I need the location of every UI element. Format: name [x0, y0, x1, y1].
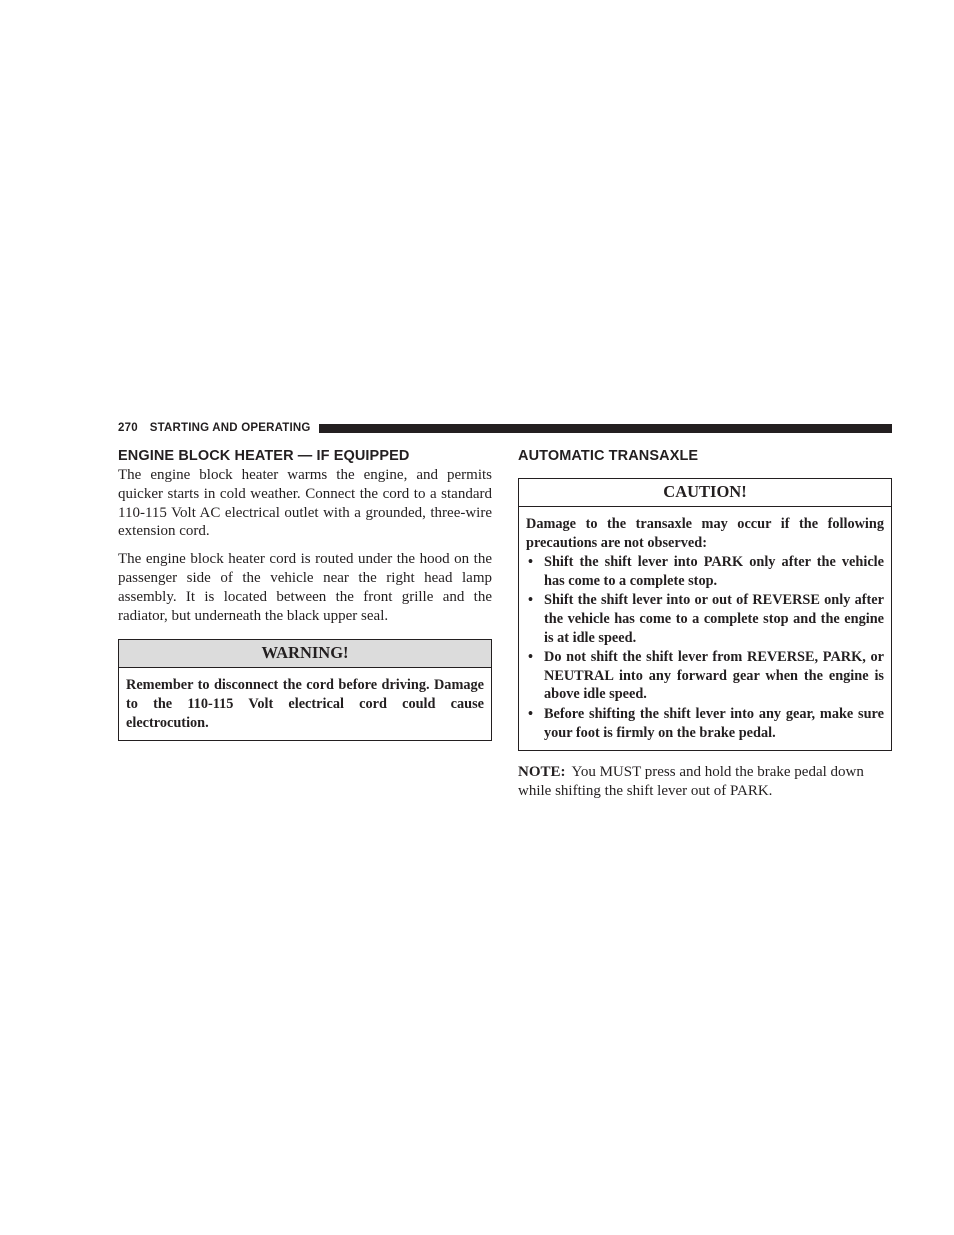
right-column	[518, 448, 892, 801]
warning-text: Remember to disconnect the cord before driving. Damage to the 110-115 Volt electrical cord could cause electrocution.	[126, 677, 484, 731]
bullet-icon: •	[528, 705, 534, 722]
warning-box	[118, 639, 492, 741]
note-label: NOTE:	[518, 764, 566, 781]
section-title: STARTING AND OPERATING	[149, 422, 311, 434]
list-item: • Before shifting the shift lever into any gear, make sure your foot is firmly on the brake pedal.	[528, 705, 884, 741]
bullet-icon: •	[528, 649, 534, 666]
left-column	[118, 448, 492, 741]
caution-list	[526, 553, 884, 742]
caution-box	[518, 478, 892, 751]
page-number: 270	[118, 422, 138, 434]
caution-title: CAUTION!	[519, 479, 891, 507]
engine-block-heater-heading: ENGINE BLOCK HEATER — IF EQUIPPED	[118, 448, 410, 464]
list-item: • Do not shift the shift lever from REVERSE, PARK, or NEUTRAL into any forward gear when the engine is above idle speed.	[528, 649, 884, 703]
automatic-transaxle-heading: AUTOMATIC TRANSAXLE	[518, 448, 699, 464]
note	[518, 763, 892, 801]
list-item: • Shift the shift lever into PARK only after the vehicle has come to a complete stop.	[528, 554, 884, 589]
bullet-icon: •	[528, 554, 534, 571]
bullet-icon: •	[528, 592, 534, 609]
caution-intro: Damage to the transaxle may occur if the following precautions are not observed:	[526, 516, 884, 551]
paragraph: The engine block heater warms the engine, and permits quicker starts in cold weather. Connect the cord to a standard 110-115 Volt AC electrical outlet with a grounded, three-wire extension cord.	[118, 467, 492, 540]
header-rule	[319, 424, 892, 433]
note-text: You MUST press and hold the brake pedal down while shifting the shift lever out of PARK.	[518, 764, 864, 799]
caution-content	[519, 507, 891, 750]
list-item: • Shift the shift lever into or out of REVERSE only after the vehicle has come to a complete stop and the engine is at idle speed.	[528, 592, 884, 646]
page-header	[118, 420, 892, 436]
paragraph: The engine block heater cord is routed under the hood on the passenger side of the vehicle near the right head lamp assembly. It is located between the front grille and the radiator, but underneath the black upper seal.	[118, 551, 492, 624]
warning-title: WARNING!	[119, 640, 491, 668]
